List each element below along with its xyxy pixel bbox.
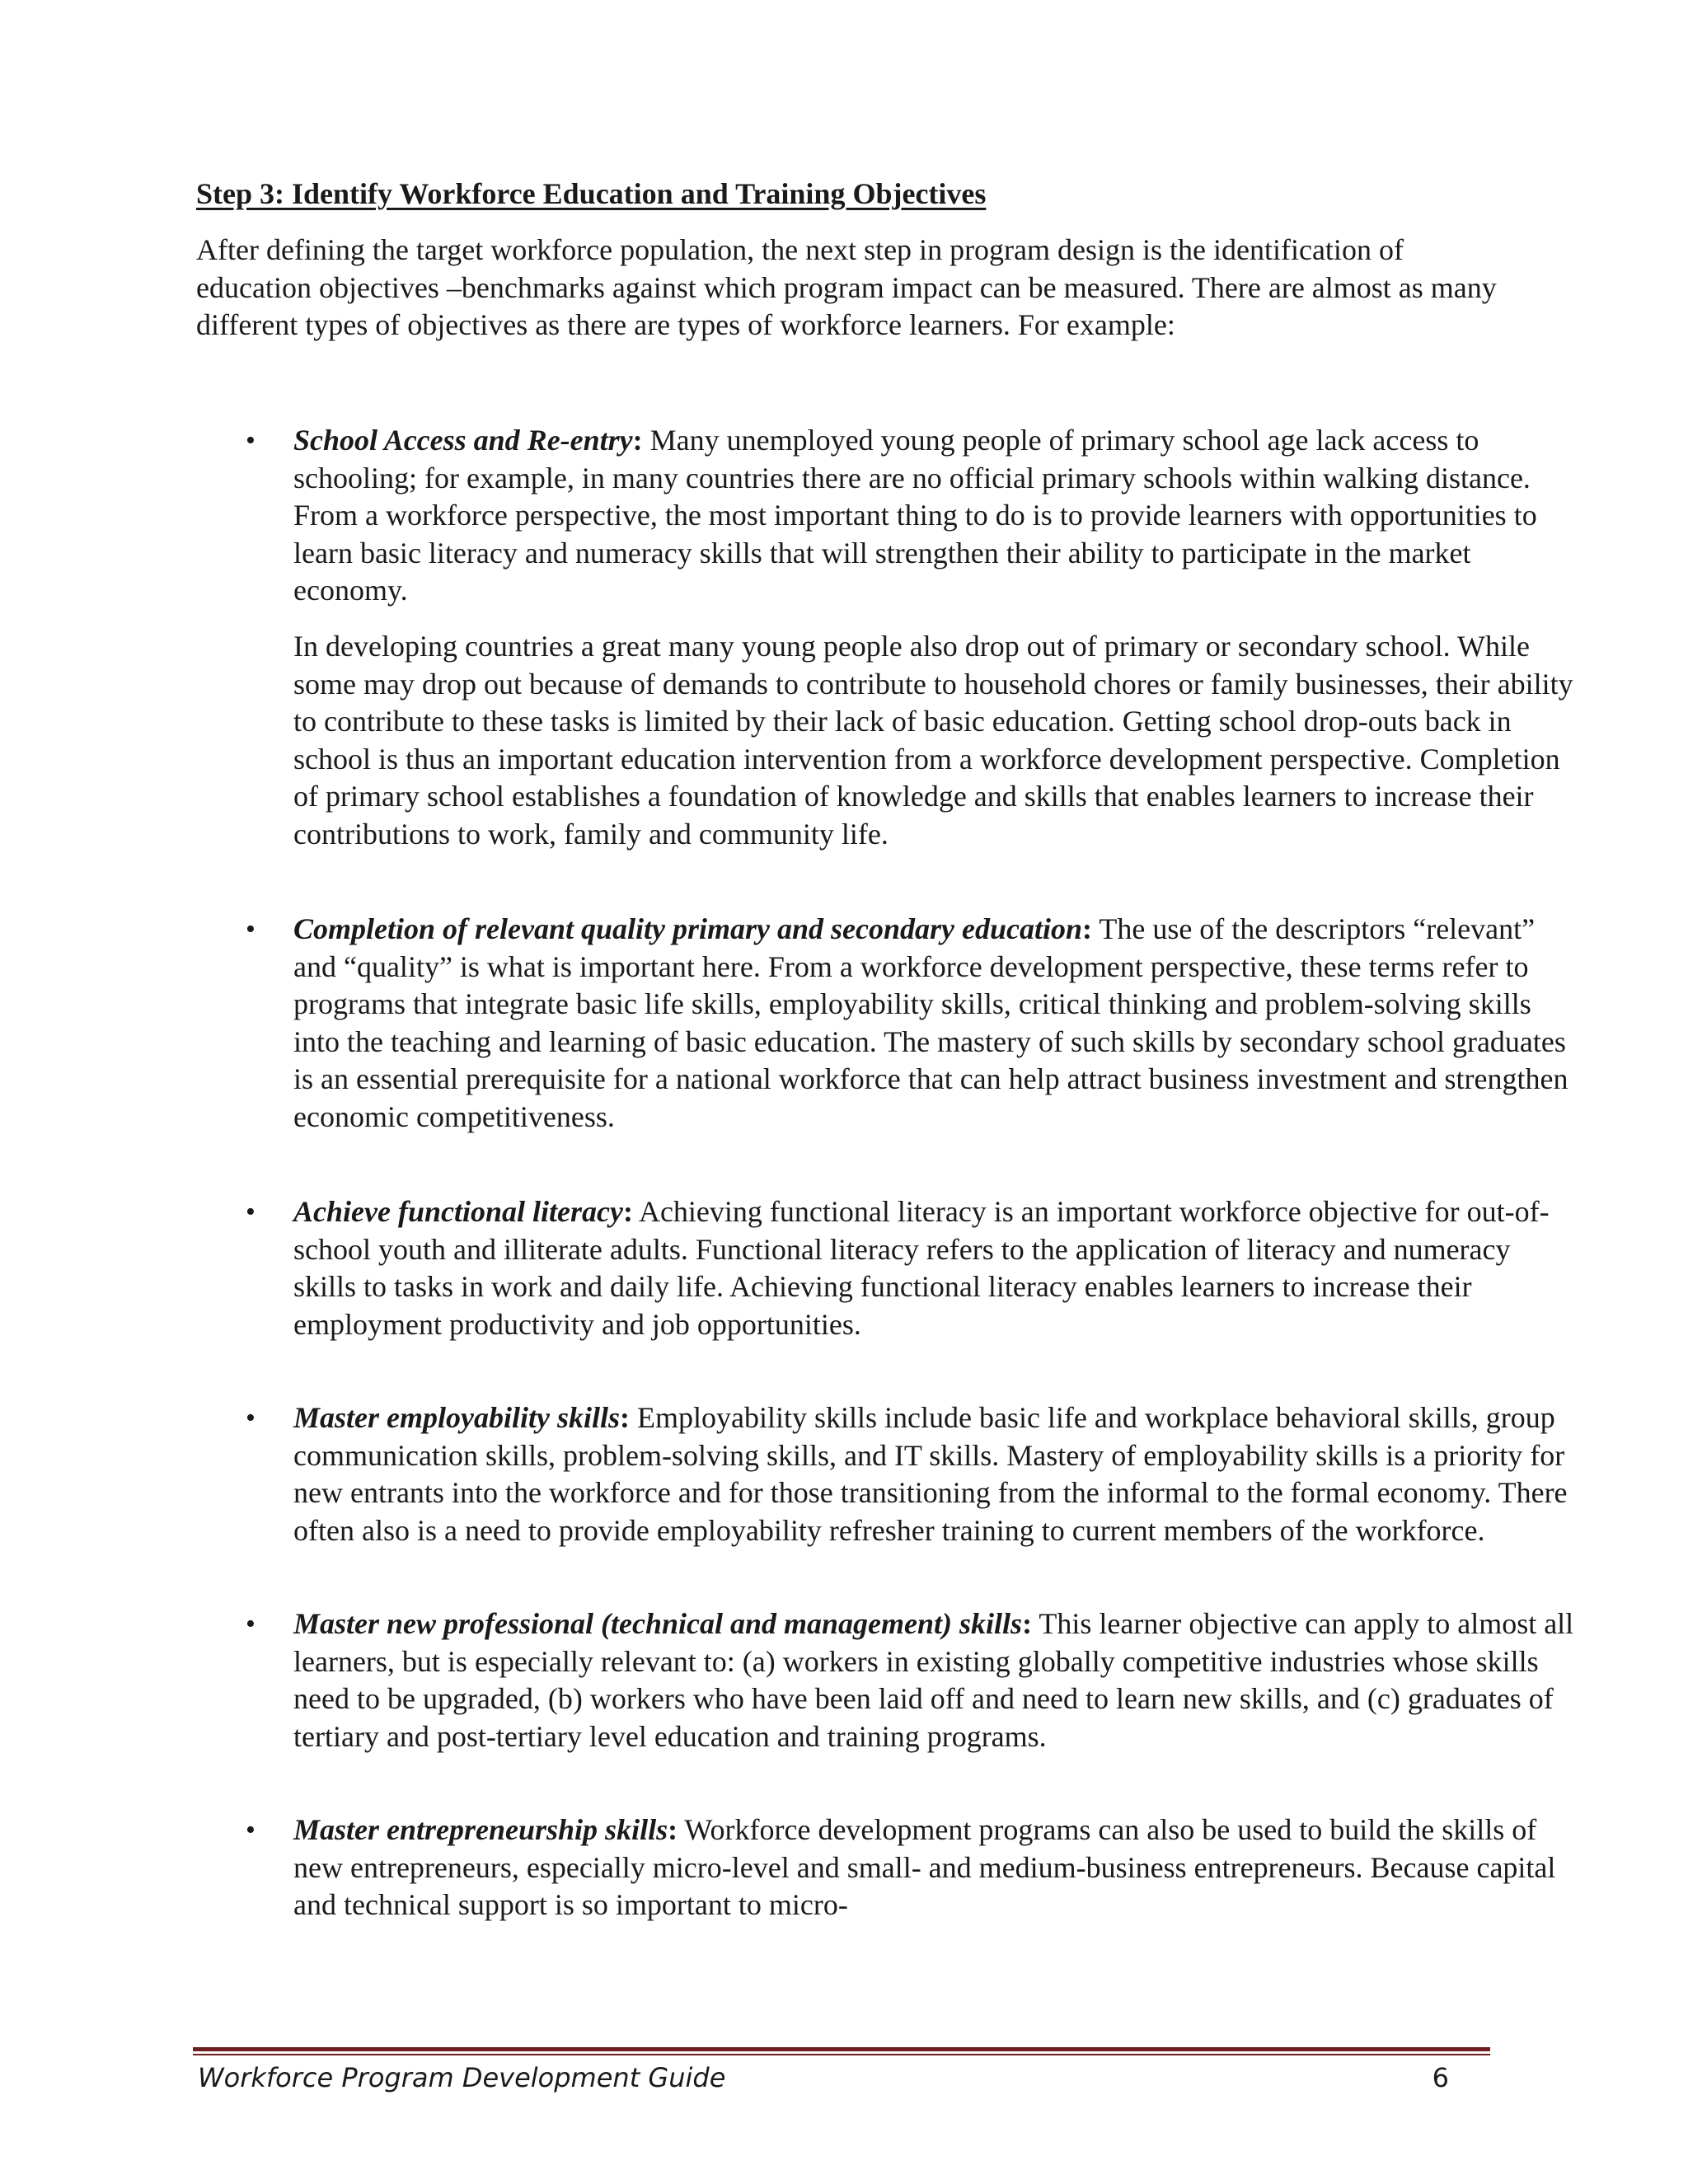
list-item-term: Master employability skills	[293, 1401, 620, 1434]
footer-title: Workforce Program Development Guide	[198, 2062, 726, 2093]
bullet-icon: •	[246, 1609, 256, 1639]
list-item-term: Master entrepreneurship skills	[293, 1813, 668, 1846]
list-item-employability	[293, 1399, 1579, 1549]
list-item-professional-skills	[293, 1605, 1579, 1755]
list-item-text: Achieving functional literacy is an important workforce objective for out-of-school youth and illiterate adults. Functional literacy refers to the application of literacy and numeracy skills to tasks in work and daily life. Achieving functional literacy enables learners to increase their employment productivity and job opportunities.	[293, 1195, 1550, 1341]
list-item-colon: :	[1022, 1607, 1033, 1640]
page-number: 6	[1432, 2062, 1449, 2093]
list-item-continuation: In developing countries a great many young people also drop out of primary or secondary school. While some may drop out because of demands to contribute to household chores or family businesses, their ability to contribute to these tasks is limited by their lack of basic education. Getting school drop-outs back in school is thus an important education intervention from a workforce development perspective. Completion of primary school establishes a foundation of knowledge and skills that enables learners to increase their contributions to work, family and community life.	[293, 630, 1573, 851]
bullet-icon: •	[246, 1815, 256, 1845]
footer-rule-thin	[193, 2054, 1490, 2055]
list-item-functional-literacy	[293, 1193, 1579, 1343]
section-heading: Step 3: Identify Workforce Education and Training Objectives	[196, 177, 987, 210]
bullet-icon: •	[246, 1197, 256, 1227]
list-item-school-access	[293, 422, 1579, 610]
list-item-text: The use of the descriptors “relevant” and “quality” is what is important here. From a workforce development perspective, these terms refer to programs that integrate basic life skills, employability skills, critical thinking and problem-solving skills into the teaching and learning of basic education. The mastery of such skills by secondary school graduates is an essential prerequisite for a national workforce that can help attract business investment and strengthen economic competitiveness.	[293, 912, 1568, 1133]
list-item-text: Many unemployed young people of primary school age lack access to schooling; for example, in many countries there are no official primary schools within walking distance. From a workforce perspective, the most important thing to do is to provide learners with opportunities to learn basic literacy and numeracy skills that will strengthen their ability to participate in the market economy.	[293, 424, 1537, 607]
list-item-entrepreneurship	[293, 1811, 1579, 1924]
list-item-term: Master new professional (technical and management) skills	[293, 1607, 1023, 1640]
intro-paragraph: After defining the target workforce population, the next step in program design is the identification of education objectives –benchmarks against which program impact can be measured. There are almost as many different types of objectives as there are types of workforce learners. For example:	[196, 233, 1497, 341]
list-item-term: Achieve functional literacy	[293, 1195, 623, 1228]
list-item-term: School Access and Re-entry	[293, 424, 633, 457]
list-item-colon: :	[668, 1813, 678, 1846]
list-item-text: Employability skills include basic life and workplace behavioral skills, group communication skills, problem-solving skills, and IT skills. Mastery of employability skills is a priority for new entrants into the workforce and for those transitioning from the informal to the formal economy. There often also is a need to provide employability refresher training to current members of the workforce.	[293, 1401, 1568, 1547]
list-item-colon: :	[622, 1195, 633, 1228]
footer-rule	[193, 2047, 1490, 2051]
bullet-icon: •	[246, 914, 256, 944]
list-item-colon: :	[1082, 912, 1092, 945]
list-item-colon: :	[632, 424, 643, 457]
list-item-text: This learner objective can apply to almost all learners, but is especially relevant to: (a) workers in existing globally competitive industries whose skills need to be upgraded, (b) workers who have been laid off and need to learn new skills, and (c) graduates of tertiary and post-tertiary level education and training programs.	[293, 1607, 1574, 1753]
list-item-completion	[293, 911, 1579, 1137]
list-item-term: Completion of relevant quality primary and secondary education	[293, 912, 1082, 945]
bullet-icon: •	[246, 1403, 256, 1433]
list-item-colon: :	[619, 1401, 630, 1434]
bullet-icon: •	[246, 425, 256, 456]
list-item-text: Workforce development programs can also be used to build the skills of new entrepreneurs, especially micro-level and small- and medium-business entrepreneurs. Because capital and technical support is so important to micro-	[293, 1813, 1556, 1922]
